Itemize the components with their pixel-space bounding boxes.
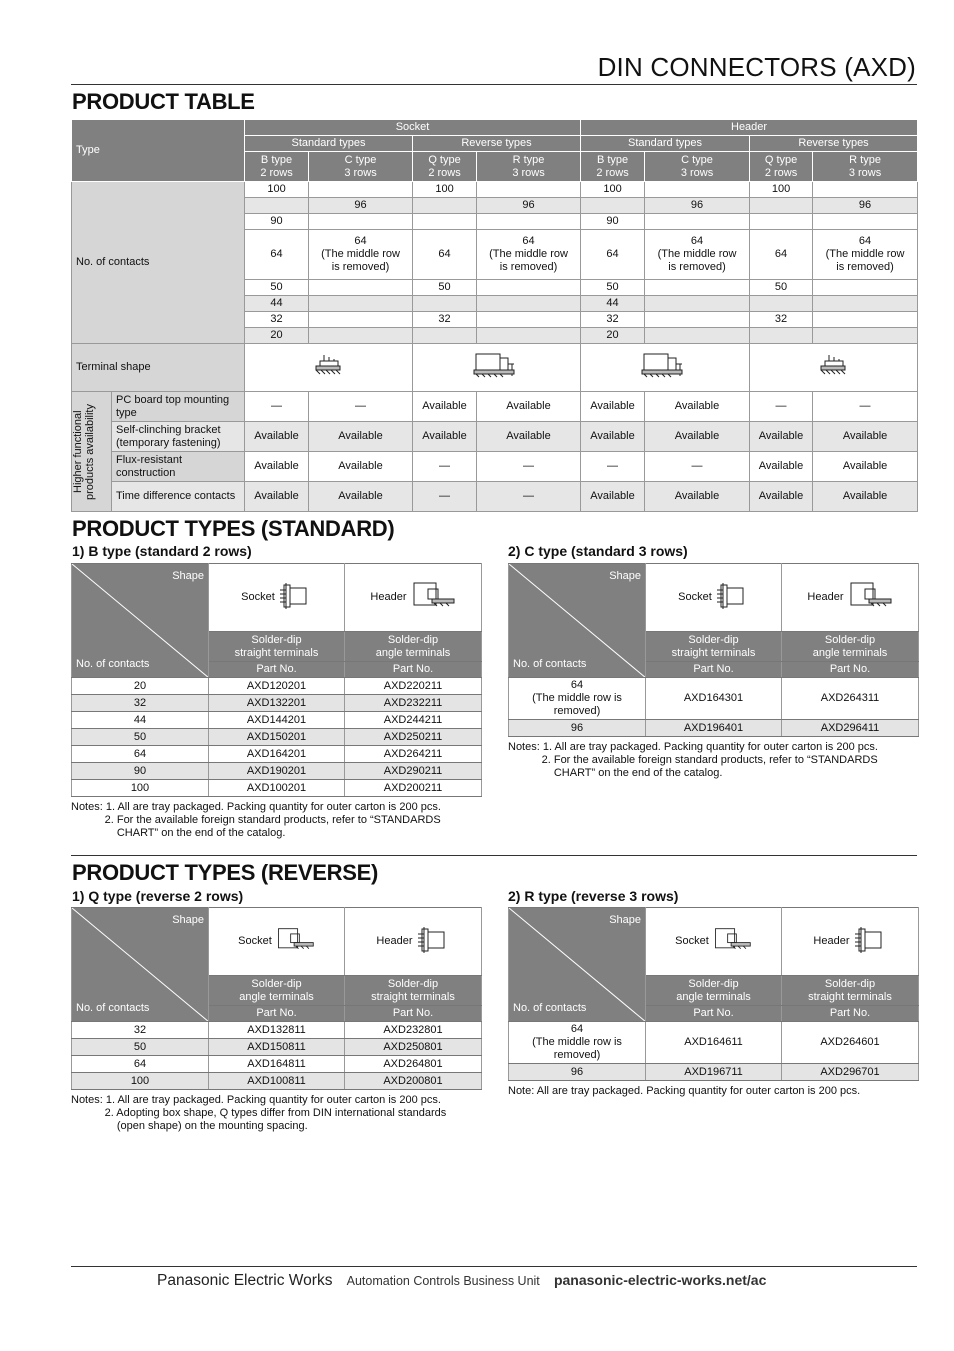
contacts-cell	[645, 214, 750, 230]
availability-cell: Available	[581, 422, 645, 452]
contacts-cell	[645, 182, 750, 198]
part-number-cell: AXD164201	[209, 746, 345, 763]
contacts-cell: 50	[750, 280, 813, 296]
part-no-header: Part No.	[345, 1006, 482, 1022]
part-number-table	[508, 907, 919, 1081]
contacts-label: No. of contacts	[513, 1002, 587, 1014]
part-no-header: Part No.	[646, 662, 782, 678]
footer-unit: Automation Controls Business Unit	[346, 1274, 540, 1288]
availability-cell: —	[413, 452, 477, 482]
type-subheader: R type 3 rows	[813, 152, 918, 182]
contacts-cell	[477, 214, 581, 230]
header-shape: Header	[782, 564, 919, 632]
part-number-cell: AXD196401	[646, 720, 782, 737]
contacts-cell	[645, 328, 750, 344]
contacts-cell: 96	[645, 198, 750, 214]
header-terminal-type: Solder-dip straight terminals	[345, 976, 482, 1006]
b-type-title: 1) B type (standard 2 rows)	[72, 543, 252, 559]
part-no-header: Part No.	[782, 1006, 919, 1022]
header-icon	[847, 581, 893, 615]
part-number-cell: AXD100811	[209, 1073, 345, 1090]
availability-cell: Available	[645, 422, 750, 452]
contacts-cell	[813, 312, 918, 328]
contacts-cell: 64 (The middle row is removed)	[645, 230, 750, 280]
section-heading: PRODUCT TYPES (REVERSE)	[72, 860, 379, 885]
contacts-cell	[309, 214, 413, 230]
contacts-cell: 100	[72, 1073, 209, 1090]
contacts-cell: 96	[477, 198, 581, 214]
c-type-title: 2) C type (standard 3 rows)	[508, 543, 688, 559]
contacts-cell	[309, 312, 413, 328]
part-number-cell: AXD132811	[209, 1022, 345, 1039]
availability-cell: —	[750, 392, 813, 422]
contacts-cell: 64 (The middle row is removed)	[309, 230, 413, 280]
socket-shape: Socket	[646, 564, 782, 632]
shape-contacts-corner	[72, 908, 209, 1022]
contacts-cell: 20	[72, 678, 209, 695]
contacts-cell	[477, 280, 581, 296]
availability-cell: —	[477, 452, 581, 482]
contacts-cell	[813, 214, 918, 230]
contacts-cell: 100	[72, 780, 209, 797]
header-shape: Header	[345, 908, 482, 976]
contacts-cell: 32	[413, 312, 477, 328]
contacts-cell	[309, 328, 413, 344]
contacts-cell: 90	[245, 214, 309, 230]
contacts-cell	[413, 198, 477, 214]
section-heading: PRODUCT TABLE	[72, 89, 255, 114]
availability-cell: Available	[645, 482, 750, 512]
standard-types: Standard types	[581, 136, 750, 152]
contacts-cell	[413, 214, 477, 230]
contacts-cell	[645, 280, 750, 296]
availability-cell: Available	[477, 422, 581, 452]
contacts-cell: 50	[72, 729, 209, 746]
contacts-cell: 64 (The middle row is removed)	[509, 1022, 646, 1064]
availability-cell: Available	[750, 482, 813, 512]
part-number-cell: AXD296701	[782, 1064, 919, 1081]
socket-shape: Socket	[209, 564, 345, 632]
availability-cell: Available	[581, 392, 645, 422]
contacts-cell: 96	[509, 720, 646, 737]
type-subheader: Q type 2 rows	[750, 152, 813, 182]
availability-cell: Available	[813, 422, 918, 452]
part-number-cell: AXD164811	[209, 1056, 345, 1073]
contacts-cell: 44	[72, 712, 209, 729]
contacts-cell	[750, 296, 813, 312]
part-number-cell: AXD150201	[209, 729, 345, 746]
header-terminal-type: Solder-dip straight terminals	[782, 976, 919, 1006]
part-number-cell: AXD100201	[209, 780, 345, 797]
footer	[157, 1272, 766, 1290]
contacts-cell: 32	[581, 312, 645, 328]
table-notes: Note: All are tray packaged. Packing quantity for outer carton is 200 pcs.	[508, 1085, 861, 1097]
contacts-cell: 32	[72, 1022, 209, 1039]
availability-cell: —	[413, 482, 477, 512]
contacts-cell: 64	[72, 1056, 209, 1073]
header-terminal-type: Solder-dip angle terminals	[345, 632, 482, 662]
contacts-cell	[750, 198, 813, 214]
part-number-cell: AXD264211	[345, 746, 482, 763]
part-number-cell: AXD132201	[209, 695, 345, 712]
contacts-cell: 50	[72, 1039, 209, 1056]
availability-cell: Available	[413, 422, 477, 452]
availability-cell: —	[309, 392, 413, 422]
reverse-types: Reverse types	[750, 136, 918, 152]
standard-types: Standard types	[245, 136, 413, 152]
availability-cell: Available	[309, 422, 413, 452]
contacts-cell: 20	[581, 328, 645, 344]
contacts-cell: 64	[245, 230, 309, 280]
terminal-shape-icon	[245, 344, 413, 392]
reverse-types: Reverse types	[413, 136, 581, 152]
contacts-cell	[477, 328, 581, 344]
socket-shape: Socket	[209, 908, 345, 976]
contacts-cell: 100	[245, 182, 309, 198]
socket-terminal-type: Solder-dip straight terminals	[646, 632, 782, 662]
contacts-cell	[645, 296, 750, 312]
contacts-cell: 64	[750, 230, 813, 280]
footer-url[interactable]: panasonic-electric-works.net/ac	[553, 1272, 767, 1288]
contacts-cell: 64 (The middle row is removed)	[509, 678, 646, 720]
contacts-cell: 64 (The middle row is removed)	[477, 230, 581, 280]
hf-row-label: Self-clinching bracket (temporary fastening)	[112, 422, 245, 452]
contacts-cell: 32	[72, 695, 209, 712]
availability-cell: Available	[245, 422, 309, 452]
hf-row-label: Flux-resistant construction	[112, 452, 245, 482]
table-notes: Notes: 1. All are tray packaged. Packing quantity for outer carton is 200 pcs. 2. Adopting box shape, Q types differ from DIN international standards (open shape) on the mounting spacing.	[71, 1094, 447, 1132]
contacts-cell	[245, 198, 309, 214]
contacts-cell: 32	[245, 312, 309, 328]
part-number-cell: AXD250211	[345, 729, 482, 746]
contacts-cell	[750, 328, 813, 344]
shape-contacts-corner	[72, 564, 209, 678]
contacts-label: No. of contacts	[76, 658, 150, 670]
contacts-cell	[309, 296, 413, 312]
footer-rule	[71, 1266, 917, 1267]
table-notes: Notes: 1. All are tray packaged. Packing quantity for outer carton is 200 pcs. 2. For the available foreign standard products, refer to “STANDARDS CHART” on the end of the catalog.	[508, 741, 878, 779]
section-heading: PRODUCT TYPES (STANDARD)	[72, 516, 395, 541]
socket-terminal-type: Solder-dip angle terminals	[646, 976, 782, 1006]
type-subheader: Q type 2 rows	[413, 152, 477, 182]
part-no-header: Part No.	[646, 1006, 782, 1022]
availability-cell: —	[581, 452, 645, 482]
availability-cell: —	[645, 452, 750, 482]
terminal-shape-icon	[581, 344, 750, 392]
contacts-cell: 50	[245, 280, 309, 296]
contacts-cell	[477, 296, 581, 312]
part-no-header: Part No.	[209, 1006, 345, 1022]
contacts-cell: 90	[581, 214, 645, 230]
part-number-cell: AXD296411	[782, 720, 919, 737]
contacts-cell	[813, 296, 918, 312]
terminal-shape-icon	[750, 344, 918, 392]
availability-cell: —	[813, 392, 918, 422]
type-subheader: B type 2 rows	[581, 152, 645, 182]
type-subheader: C type 3 rows	[309, 152, 413, 182]
contacts-cell	[813, 182, 918, 198]
contacts-cell: 64 (The middle row is removed)	[813, 230, 918, 280]
part-number-cell: AXD196711	[646, 1064, 782, 1081]
part-number-cell: AXD290211	[345, 763, 482, 780]
contacts-cell: 32	[750, 312, 813, 328]
shape-label: Shape	[172, 914, 204, 926]
shape-contacts-corner	[509, 564, 646, 678]
part-number-cell: AXD144201	[209, 712, 345, 729]
r-type-title: 2) R type (reverse 3 rows)	[508, 888, 679, 904]
contacts-cell: 64	[581, 230, 645, 280]
availability-cell: Available	[477, 392, 581, 422]
header-icon	[410, 581, 456, 615]
part-number-cell: AXD264801	[345, 1056, 482, 1073]
part-number-cell: AXD164301	[646, 678, 782, 720]
contacts-cell: 50	[413, 280, 477, 296]
socket-icon	[715, 581, 749, 615]
socket-icon	[278, 581, 312, 615]
part-number-cell: AXD264601	[782, 1022, 919, 1064]
contacts-cell: 90	[72, 763, 209, 780]
availability-cell: —	[477, 482, 581, 512]
section-rule	[71, 855, 917, 856]
contacts-label: No. of contacts	[513, 658, 587, 670]
terminal-shape-label: Terminal shape	[72, 344, 245, 392]
availability-cell: Available	[309, 452, 413, 482]
contacts-cell	[309, 280, 413, 296]
footer-brand: Panasonic Electric Works	[157, 1272, 333, 1289]
header-header: Header	[581, 120, 918, 136]
part-number-table	[71, 563, 482, 797]
contacts-cell	[309, 182, 413, 198]
availability-cell: Available	[750, 452, 813, 482]
contacts-label: No. of contacts	[72, 182, 245, 344]
q-type-title: 1) Q type (reverse 2 rows)	[72, 888, 244, 904]
shape-label: Shape	[172, 570, 204, 582]
part-number-cell: AXD150811	[209, 1039, 345, 1056]
availability-cell: Available	[245, 482, 309, 512]
contacts-cell	[477, 312, 581, 328]
part-number-cell: AXD190201	[209, 763, 345, 780]
part-number-cell: AXD232801	[345, 1022, 482, 1039]
shape-label: Shape	[609, 914, 641, 926]
shape-contacts-corner	[509, 908, 646, 1022]
contacts-cell: 44	[581, 296, 645, 312]
header-icon	[853, 925, 887, 959]
contacts-cell: 20	[245, 328, 309, 344]
socket-icon	[712, 925, 752, 959]
contacts-cell	[750, 214, 813, 230]
socket-terminal-type: Solder-dip angle terminals	[209, 976, 345, 1006]
part-number-cell: AXD264311	[782, 678, 919, 720]
part-number-cell: AXD244211	[345, 712, 482, 729]
part-number-cell: AXD120201	[209, 678, 345, 695]
title-rule	[71, 84, 917, 85]
contacts-cell	[413, 296, 477, 312]
contacts-label: No. of contacts	[76, 1002, 150, 1014]
page-title: DIN CONNECTORS (AXD)	[597, 52, 916, 82]
part-no-header: Part No.	[209, 662, 345, 678]
contacts-cell	[813, 328, 918, 344]
contacts-cell	[645, 312, 750, 328]
availability-cell: Available	[309, 482, 413, 512]
socket-terminal-type: Solder-dip straight terminals	[209, 632, 345, 662]
header-icon	[416, 925, 450, 959]
header-terminal-type: Solder-dip angle terminals	[782, 632, 919, 662]
hf-row-label: Time difference contacts	[112, 482, 245, 512]
hf-row-label: PC board top mounting type	[112, 392, 245, 422]
part-number-cell: AXD232211	[345, 695, 482, 712]
header-shape: Header	[345, 564, 482, 632]
contacts-cell	[413, 328, 477, 344]
part-number-cell: AXD250801	[345, 1039, 482, 1056]
socket-shape: Socket	[646, 908, 782, 976]
part-no-header: Part No.	[345, 662, 482, 678]
part-number-cell: AXD200211	[345, 780, 482, 797]
contacts-cell	[813, 280, 918, 296]
contacts-cell	[477, 182, 581, 198]
availability-cell: —	[245, 392, 309, 422]
socket-header: Socket	[245, 120, 581, 136]
part-number-cell: AXD220211	[345, 678, 482, 695]
availability-cell: Available	[750, 422, 813, 452]
product-table	[71, 119, 918, 512]
contacts-cell: 100	[750, 182, 813, 198]
part-number-table	[71, 907, 482, 1090]
contacts-cell: 100	[413, 182, 477, 198]
part-number-cell: AXD200801	[345, 1073, 482, 1090]
contacts-cell: 96	[813, 198, 918, 214]
availability-cell: Available	[813, 482, 918, 512]
type-subheader: R type 3 rows	[477, 152, 581, 182]
contacts-cell: 44	[245, 296, 309, 312]
contacts-cell: 100	[581, 182, 645, 198]
contacts-cell: 96	[309, 198, 413, 214]
availability-cell: Available	[581, 482, 645, 512]
availability-cell: Available	[645, 392, 750, 422]
availability-cell: Available	[245, 452, 309, 482]
availability-cell: Available	[413, 392, 477, 422]
shape-label: Shape	[609, 570, 641, 582]
type-label: Type	[72, 120, 245, 182]
type-subheader: C type 3 rows	[645, 152, 750, 182]
table-notes: Notes: 1. All are tray packaged. Packing quantity for outer carton is 200 pcs. 2. For the available foreign standard products, refer to “STANDARDS CHART” on the end of the catalog.	[71, 801, 441, 839]
socket-icon	[275, 925, 315, 959]
availability-cell: Available	[813, 452, 918, 482]
hf-availability-label: Higher functional products availability	[72, 392, 112, 512]
part-number-table	[508, 563, 919, 737]
contacts-cell: 64	[413, 230, 477, 280]
contacts-cell: 50	[581, 280, 645, 296]
part-no-header: Part No.	[782, 662, 919, 678]
contacts-cell	[581, 198, 645, 214]
part-number-cell: AXD164611	[646, 1022, 782, 1064]
header-shape: Header	[782, 908, 919, 976]
type-subheader: B type 2 rows	[245, 152, 309, 182]
contacts-cell: 64	[72, 746, 209, 763]
contacts-cell: 96	[509, 1064, 646, 1081]
terminal-shape-icon	[413, 344, 581, 392]
